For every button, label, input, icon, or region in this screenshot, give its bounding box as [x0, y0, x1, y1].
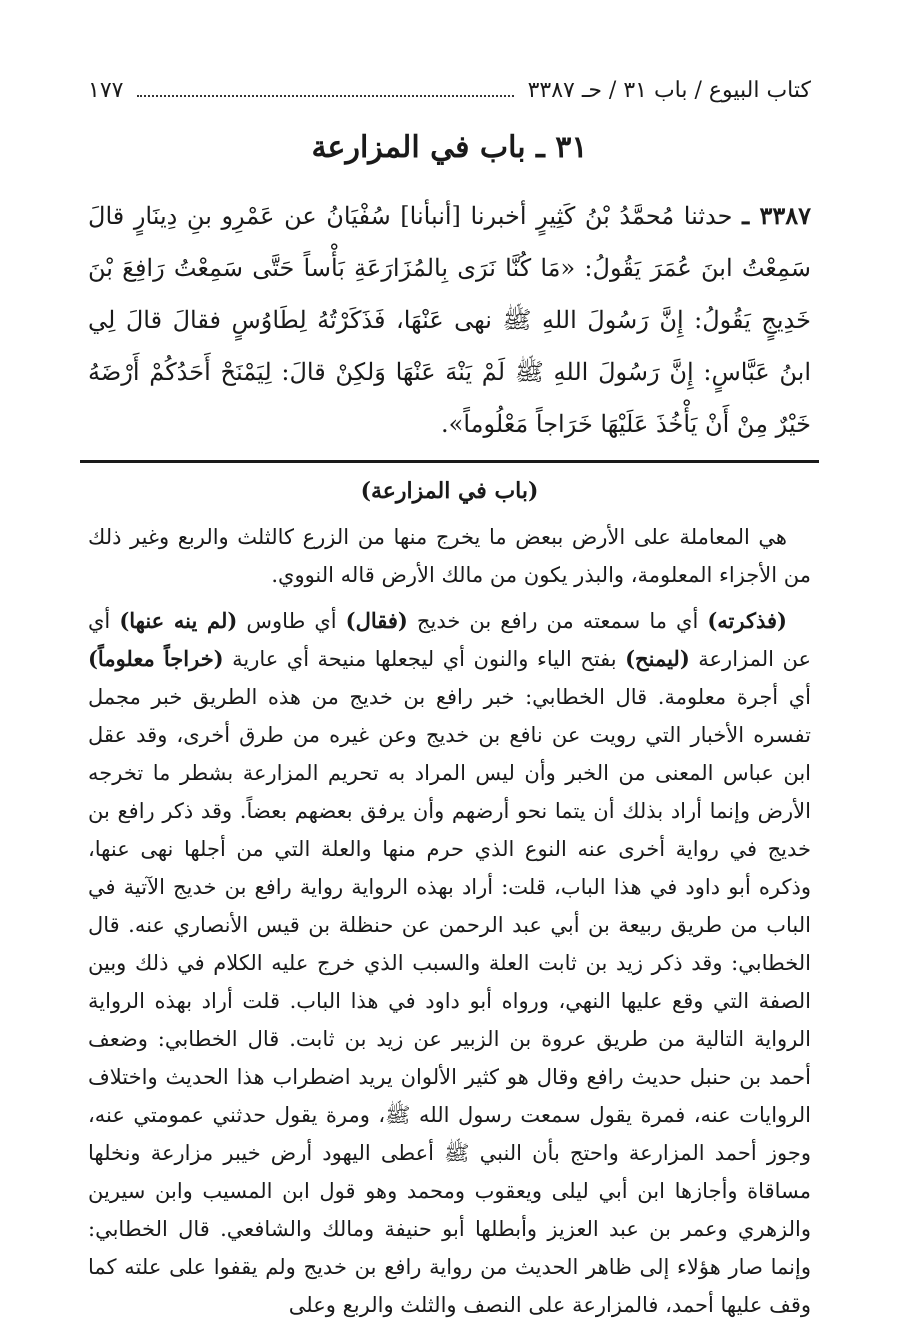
commentary: [88, 472, 811, 1332]
commentary-paragraph-2: [88, 602, 811, 1324]
keyword-lam-yanha: (لم ينه عنها): [119, 608, 238, 633]
keyword-faqala: (فقال): [345, 608, 408, 633]
hadith-text: [88, 190, 811, 450]
hadith-number: ٣٣٨٧ ـ: [742, 201, 812, 230]
commentary-text: أي طاوس: [237, 609, 346, 633]
page-number: ١٧٧: [88, 77, 124, 103]
keyword-fadhakartuhu: (فذكرته): [707, 608, 787, 633]
chapter-title: ٣١ ـ باب في المزارعة: [311, 130, 588, 165]
hadith-body: حدثنا مُحمَّدُ بْنُ كَثِيرٍ أخبرنا [أنبأنا] سُفْيَانُ عن عَمْرِو بنِ دِينَارٍ قالَ سَمِعْتُ ابنَ عُمَرَ يَقُولُ: «مَا كُنَّا نَرَى بِالمُزَارَعَةِ بَأْساً حَتَّى سَمِعْتُ رَافِعَ بْنَ خَدِيجٍ يَقُولُ: إِنَّ رَسُولَ اللهِ ﷺ نهى عَنْهَا، فَذَكَرْتُهُ لِطَاوُسٍ فقالَ قالَ لِي ابنُ عَبَّاسٍ: إِنَّ رَسُولَ اللهِ ﷺ لَمْ يَنْهَ عَنْهَا وَلكِنْ قالَ: لِيَمْنَحْ أَحَدُكُمْ أَرْضَهُ خَيْرٌ مِنْ أَنْ يَأْخُذَ عَلَيْهَا خَرَاجاً مَعْلُوماً».: [88, 202, 811, 438]
commentary-text: أي أجرة معلومة. قال الخطابي: خبر رافع بن خديج من هذه الطريق خبر مجمل تفسره الأخبار التي رويت عن نافع بن خديج وعن غيره من طرق أخرى، وقد عقل ابن عباس المعنى من الخبر وأن ليس المراد به تحريم المزارعة بشطر ما تخرجه الأرض وإنما أراد بذلك أن يتما نحو أرضهم وأن يرفق بعضهم بعضاً. وقد ذكر رافع بن خديج في رواية أخرى عنه النوع الذي حرم منها والعلة التي من أجلها نهى عنها، وذكره أبو داود في هذا الباب، قلت: أراد بهذه الرواية رواية رافع بن خديج الآتية في الباب من طريق ربيعة بن أبي عبد الرحمن عن حنظلة بن قيس الأنصاري عنه. قال الخطابي: وقد ذكر زيد بن ثابت العلة والسبب الذي خرج عليه الكلام في ذلك وبين الصفة التي وقع عليها النهي، ورواه أبو داود في هذا الباب. قلت أراد بهذه الرواية الرواية التالية من طريق عروة بن الزبير عن زيد بن ثابت. قال الخطابي: وضعف أحمد بن حنبل حديث رافع وقال هو كثير الألوان يريد اضطراب هذا الحديث واختلاف الروايات عنه، فمرة يقول سمعت رسول الله ﷺ، ومرة يقول حدثني عمومتي عنه، وجوز أحمد المزارعة واحتج بأن النبي ﷺ أعطى اليهود أرض خيبر مزارعة ونخلها مساقاة وأجازها ابن أبي ليلى ويعقوب ومحمد وهو قول ابن المسيب وابن سيرين والزهري وعمر بن عبد العزيز وأبطلها أبو حنيفة ومالك والشافعي. قال الخطابي: وإنما صار هؤلاء إلى ظاهر الحديث من رواية رافع بن خديج ولم يقفوا على علته كما وقف عليها أحمد، فالمزارعة على النصف والثلث والربع وعلى: [88, 685, 811, 1317]
keyword-kharajan: (خراجاً معلوماً): [88, 646, 224, 671]
section-divider: [80, 460, 819, 463]
header-title: كتاب البيوع / باب ٣١ / حـ ٣٣٨٧: [527, 77, 811, 103]
commentary-text: أي عن المزارعة: [88, 609, 811, 671]
commentary-text: أي ما سمعته من رافع بن خديج: [407, 609, 708, 633]
running-header: [88, 72, 811, 108]
commentary-paragraph-1: هي المعاملة على الأرض ببعض ما يخرج منها من الزرع كالثلث والربع وغير ذلك من الأجزاء المعلومة، والبذر يكون من مالك الأرض قاله النووي.: [88, 525, 811, 587]
dotted-leader: [137, 95, 513, 97]
commentary-title: (باب في المزارعة): [360, 478, 539, 504]
keyword-liyamnah: (ليمنح): [625, 646, 690, 671]
commentary-text: بفتح الياء والنون أي ليجعلها منيحة أي عارية: [223, 647, 626, 671]
